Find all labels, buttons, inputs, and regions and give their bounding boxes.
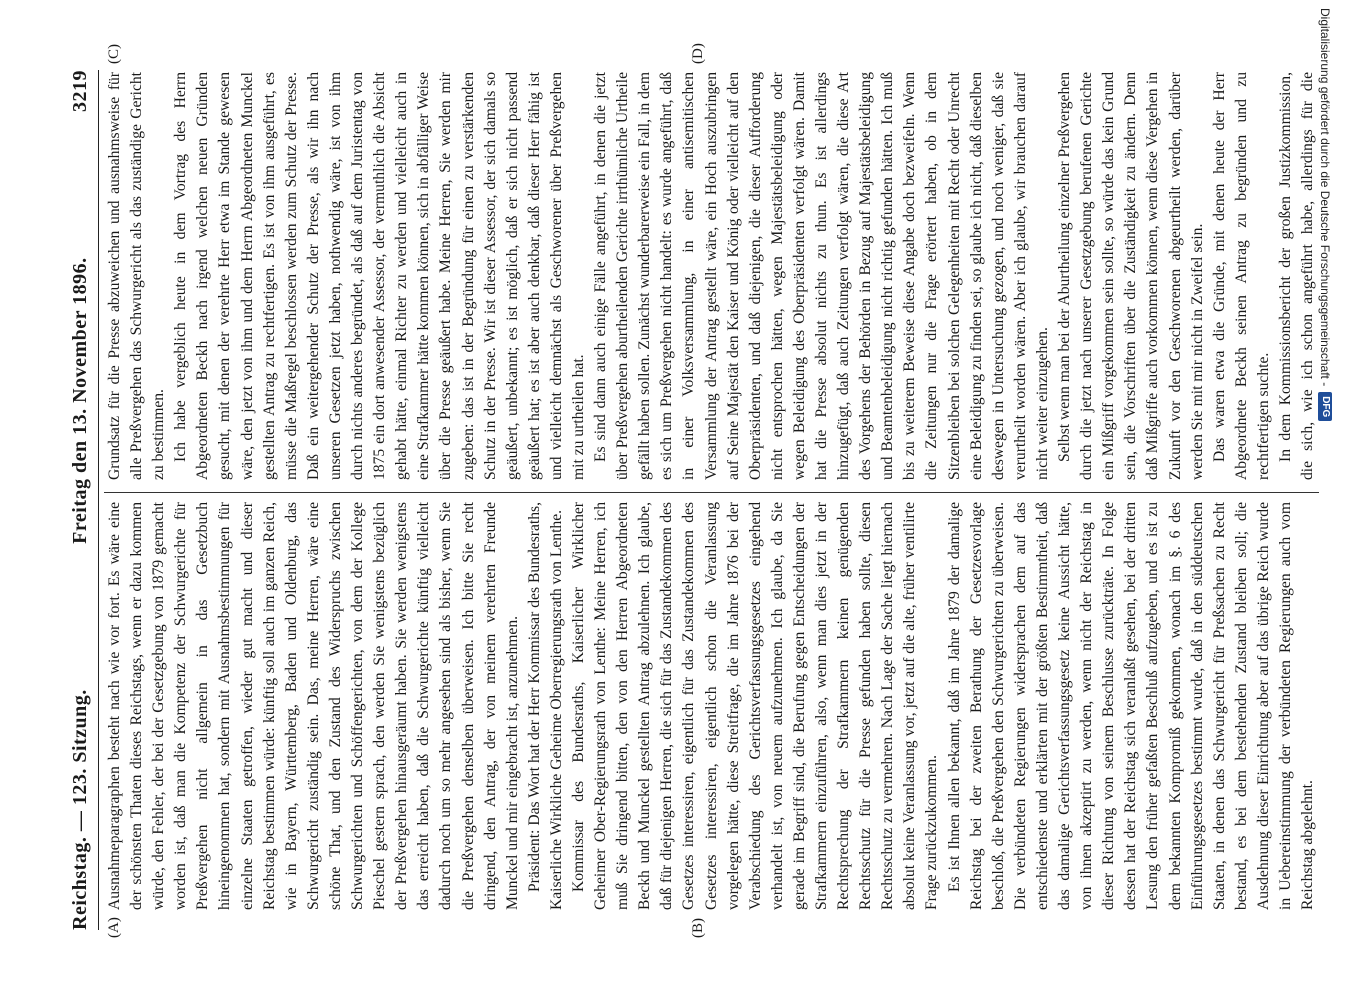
header-date: Freitag den 13. November 1896. (69, 257, 91, 544)
column-divider (104, 492, 1319, 493)
page-number: 3219 (69, 70, 91, 112)
paragraph-speaker-lenthe: Kommissar des Bundesraths, Kaiserlicher Wirklicher Geheimer Ober-Regierungsrath von Lenthe: Meine Herren, ich muß Sie dringend bitten, den von den Herren Abgeordneten Beckh und Munckel gestellten Antrag abzulehnen. Ich glaube, daß für diejenigen Herren, die sich für das Zustandekommen des Gesetzes interessiren, eigentlich für das Zustandekommen des Gesetzes interessiren, eigentlich schon die Veranlassung vorgelegen hätte, diese Streitfrage, die im Jahre 1876 bei der Verabschiedung des Gerichtsverfassungsgesetzes eingehend verhandelt ist, von neuem aufzunehmen. Ich glaube, da Sie gerade im Begriff sind, die Berufung gegen Entscheidungen der Strafkammern einzuführen, also, wenn man dies jetzt in der Rechtsprechung der Strafkammern keinen genügenden Rechtsschutz für die Presse gefunden haben sollte, diesen Rechtsschutz zu vermehren. Nach Lage der Sache liegt hiernach absolut keine Veranlassung vor, jetzt auf die alte, früher ventilirte Frage zurückzukommen. (569, 502, 941, 910)
dfg-logo: DFG (1318, 392, 1332, 421)
digitization-credit (1318, 8, 1347, 992)
page-header (52, 70, 99, 930)
paragraph: Selbst wenn man bei der Aburtheilung einzelner Preßvergehen durch die jetzt nach unserer Gesetzgebung berufenen Gerichte ein Mißgriff vorgekommen sein sollte, so würde das kein Grund sein, die Vorschriften über die Zuständigkeit zu ändern. Denn daß Mißgriffe auch vorkommen können, wenn diese Vergehen in Zukunft vor den Geschworenen abgeurtheilt werden, darüber werden Sie mit mir nicht in Zweifel sein. (1056, 72, 1206, 480)
margin-marker-b: (B) (690, 918, 706, 938)
margin-marker-a: (A) (106, 917, 122, 938)
margin-marker-d: (D) (690, 43, 706, 64)
paragraph: Ausnahmeparagraphen besteht nach wie vor fort. Es wäre eine der schönsten Thaten dieses Reichstags, wenn er dazu kommen würde, den Fehler, der bei der Gesetzgebung von 1879 gemacht worden ist, daß man die Kompetenz der Schwurgerichte für Preßvergehen nicht allgemein in das Gesetzbuch hineingenommen hat, sondern mit Ausnahmsbestimmungen für einzelne Staaten getroffen, wieder gut macht und dieser Reichstag bestimmen würde: künftig soll auch im ganzen Reich, wie in Bayern, Württemberg, Baden und Oldenburg, das Schwurgericht zuständig sein. Das, meine Herren, wäre eine schöne That, und den Zustand des Widerspruchs zwischen Schwurgerichten und Schöffengerichten, von dem der Kollege Pieschel gestern sprach, den werden Sie wenigstens bezüglich der Preßvergehen hinausgeräumt haben. Sie werden wenigstens das erreicht haben, daß die Schwurgerichte künftig vielleicht dadurch noch um so mehr angesehen sind als bisher, wenn Sie die Preßvergehen denselben überweisen. Ich bitte Sie recht dringend, den Antrag, der von meinem verehrten Freunde Munckel und mir eingebracht ist, anzunehmen. (106, 502, 521, 910)
paragraph: Es sind dann auch einige Fälle angeführt, in denen die jetzt über Preßvergehen aburtheilenden Gerichte irrthümliche Urtheile gefällt haben sollen. Zunächst wunderbarerweise ein Fall, in dem es sich um Preßvergehen nicht handelt: es wurde angeführt, daß in einer Volksversammlung, in einer antisemitischen Versammlung der Antrag gestellt wäre, ein Hoch auszubringen auf Seine Majestät den Kaiser und König oder vielleicht auf den Oberpräsidenten, und daß diejenigen, die dieser Aufforderung nicht entsprochen hätten, wegen Majestätsbeleidigung oder wegen Beleidigung des Oberpräsidenten verfolgt wären. Damit hat die Presse absolut nichts zu thun. Es ist allerdings hinzugefügt, daß auch Zeitungen verfolgt wären, die diese Art des Vorgehens der Behörden in Bezug auf Majestätsbeleidigung und Beamtenbeleidigung nicht richtig gefunden hätten. Ich muß bis zu weiterem Beweise diese Angabe doch bezweifeln. Wenn die Zeitungen nur die Frage erörtert haben, ob in dem Sitzenbleiben bei solchen Gelegenheiten mit Recht oder Unrecht eine Beleidigung zu finden sei, so glaube ich nicht, daß dieselben deswegen in Untersuchung gezogen, und noch weniger, daß sie verurtheilt worden wären. Aber ich glaube, wir brauchen darauf nicht weiter einzugehen. (592, 72, 1051, 480)
right-text-column (104, 72, 1321, 480)
header-session: Reichstag. — 123. Sitzung. (69, 689, 91, 930)
credit-text: Digitalisierung gefördert durch die Deutsche Forschungsgemeinschaft - (1318, 8, 1332, 387)
paragraph-speaker-president: Präsident: Das Wort hat der Herr Kommissar des Bundesraths, Kaiserliche Wirkliche Geheime Oberregierungsrath von Lenthe. (525, 502, 565, 910)
paragraph: Grundsatz für die Presse abzuweichen und ausnahmsweise für alle Preßvergehen das Schwurgericht als das zuständige Gericht zu bestimmen. (106, 72, 168, 480)
paragraph: Ich habe vergeblich heute in dem Vortrag des Herrn Abgeordneten Beckh nach irgend welchen neuen Gründen gesucht, mit denen der verehrte Herr etwa im Stande gewesen wäre, den jetzt von ihm und dem Herrn Abgeordneten Munckel gestellten Antrag zu rechtfertigen. Es ist von ihm ausgeführt, es müsse die Maßregel beschlossen werden zum Schutz der Presse. Daß ein weitergehender Schutz der Presse, als wir ihn nach unseren Gesetzen jetzt haben, nothwendig wäre, ist von ihm durch nichts anderes begründet, als daß auf dem Juristentag von 1875 ein dort anwesender Assessor, der vermuthlich die Absicht gehabt hätte, einmal Richter zu werden und vielleicht auch in eine Strafkammer hätte kommen können, sich in abfälliger Weise über die Presse geäußert habe. Meine Herren, Sie werden mir zugeben: das ist in der Begründung für einen zu verstärkenden Schutz in der Presse. Wir ist dieser Assessor, der sich damals so geäußert, unbekannt; es ist möglich, daß er sich nicht passend geäußert hat; es ist aber auch denkbar, daß dieser Herr fähig ist und vielleicht demnächst als Geschworener über Preßvergehen mit zu urtheilen hat. (172, 72, 587, 480)
paragraph: Das waren etwa die Gründe, mit denen heute der Herr Abgeordnete Beckh seinen Antrag zu begründen und zu rechtfertigen suchte. (1210, 72, 1272, 480)
paragraph: Es ist Ihnen allen bekannt, daß im Jahre 1879 der damalige Reichstag bei der zweiten Berathung der Gesetzesvorlage beschloß, die Preßvergehen den Schwurgerichten zu überweisen. Die verbündeten Regierungen widersprachen dem auf das entschiedenste und erklärten mit der größten Bestimmtheit, daß das damalige Gerichtsverfassungsgesetz keine Aussicht hätte, von ihnen akzeptirt zu werden, wenn nicht der Reichstag in dieser Richtung von seinem Beschlusse zurückträte. In Folge dessen hat der Reichstag sich veranlaßt gesehen, bei der dritten Lesung den früher gefaßten Beschluß aufzugeben, und es ist zu dem bekannten Kompromiß gekommen, wonach im §. 6 des Einführungsgesetzes bestimmt wurde, daß in den süddeutschen Staaten, in denen das Schwurgericht für Preßsachen zu Recht bestand, es bei dem bestehenden Zustand bleiben soll; die Ausdehnung dieser Einrichtung aber auf das übrige Reich wurde in Uebereinstimmung der verbündeten Regierungen auch vom Reichstag abgelehnt. (945, 502, 1317, 910)
left-text-column (104, 502, 1321, 910)
margin-marker-c: (C) (106, 44, 122, 64)
paragraph: In dem Kommissionsbericht der großen Justizkommission, die sich, wie ich schon angeführt habe, allerdings für die (1276, 72, 1317, 480)
